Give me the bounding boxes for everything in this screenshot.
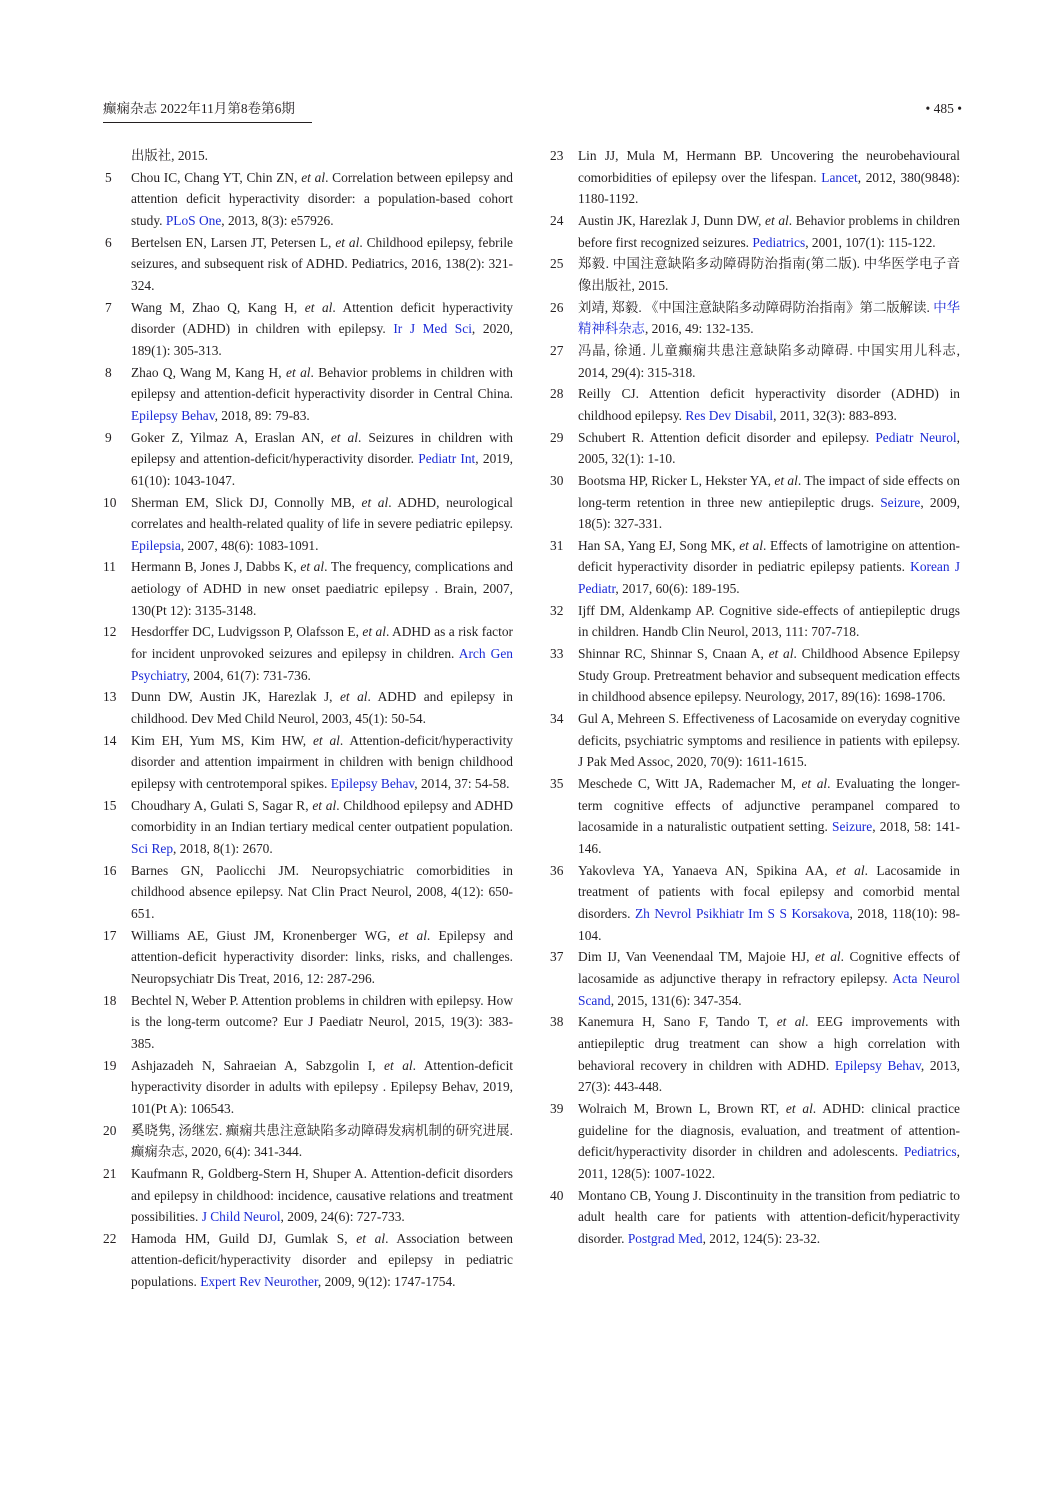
reference-text: , 2014, 37: 54-58. [414,776,510,792]
reference-text: Dim IJ, Van Veenendaal TM, Majoie HJ, [578,949,815,965]
reference-text: . The impact of side effects on long-term retention in three new antiepileptic drugs. [578,472,960,510]
et-al-text: et al [836,862,865,878]
reference-number: 19 [103,1057,117,1073]
reference-item [103,427,513,492]
reference-item [550,383,960,426]
reference-text: , 2011, 32(3): 883-893. [773,407,897,423]
reference-text: . Evaluating the longer-term cognitive effects of adjunctive perampanel compared to lacosamide in a naturalistic outpatient setting. [578,776,960,835]
journal-link[interactable]: Pediatr Neurol [875,429,957,445]
reference-text: , 2013, 27(3): 443-448. [578,1057,960,1095]
reference-item [550,535,960,600]
reference-number: 5 [105,169,112,185]
reference-number: 12 [103,624,117,640]
reference-text: , 2004, 61(7): 731-736. [186,667,311,683]
reference-text: Goker Z, Yilmaz A, Eraslan AN, [131,429,331,445]
reference-text: Schubert R. Attention deficit disorder and epilepsy. [578,429,876,445]
reference-item [550,1185,960,1250]
reference-text: . Seizures in children with epilepsy and attention-deficit/hyperactivity disorder. [131,429,513,467]
reference-text: Gul A, Mehreen S. Effectiveness of Lacosamide on everyday cognitive deficits, psychiatric symptoms and resilience in patients with epilepsy. J Pak Med Assoc, 2020, 70(9): 1611-1615. [578,711,960,770]
reference-text: , 2016, 49: 132-135. [644,321,754,337]
et-al-text: et al [774,472,798,488]
reference-text: , 2009, 9(12): 1747-1754. [317,1274,456,1290]
journal-link[interactable]: Pediatrics [903,1144,957,1160]
reference-item [550,427,960,470]
reference-text: , 2007, 48(6): 1083-1091. [180,537,319,553]
journal-link[interactable]: Korean J Pediatr [578,559,960,597]
reference-text: Hamoda HM, Guild DJ, Gumlak S, [131,1230,357,1246]
reference-number: 32 [550,602,564,618]
reference-text: Kanemura H, Sano F, Tando T, [578,1014,777,1030]
et-al-text: et al [301,169,326,185]
reference-item [103,1228,513,1293]
reference-text: Kaufmann R, Goldberg-Stern H, Shuper A. Attention-deficit disorders and epilepsy in childhood: incidence, causative relations and treatment possibilities. [131,1165,513,1225]
reference-number: 18 [103,992,117,1008]
et-al-text: et al [765,212,789,228]
reference-text: Meschede C, Witt JA, Rademacher M, [578,776,802,792]
reference-number: 9 [105,429,112,445]
journal-link[interactable]: Seizure [880,494,921,510]
reference-text: . Epilepsy and attention-deficit hyperactivity disorder: links, risks, and challenges. Neuropsychiatr Dis Treat, 2016, 12: 287-296. [131,927,513,986]
reference-item [103,990,513,1055]
reference-text: . Childhood Absence Epilepsy Study Group. Pretreatment behavior and subsequent medication effects in childhood absence epilepsy. Neurology, 2017, 89(16): 1698-1706. [578,646,960,705]
reference-number: 25 [550,256,564,272]
reference-number: 27 [550,342,564,358]
reference-text: 刘靖, 郑毅. 《中国注意缺陷多动障碍防治指南》第二版解读. [578,299,934,315]
et-al-text: et al [768,646,794,662]
et-al-text: et al [739,537,763,553]
et-al-text: et al [330,429,358,445]
reference-item [103,795,513,860]
reference-text: , 2018, 8(1): 2670. [173,841,273,856]
reference-text: Zhao Q, Wang M, Kang H, [131,364,286,380]
reference-item [103,362,513,427]
reference-item [103,1120,513,1163]
reference-text: Barnes GN, Paolicchi JM. Neuropsychiatric comorbidities in childhood absence epilepsy. Nat Clin Pract Neurol, 2008, 4(12): 650-651. [131,862,513,921]
reference-number: 17 [103,927,117,943]
reference-text: , 2018, 118(10): 98-104. [578,905,960,943]
reference-item [103,145,513,167]
journal-link[interactable]: Expert Rev Neurother [200,1274,318,1290]
reference-item [103,492,513,557]
reference-text: . Cognitive effects of lacosamide as adjunctive therapy in refractory epilepsy. [578,949,960,986]
reference-text: Sherman EM, Slick DJ, Connolly MB, [131,494,362,510]
reference-number: 38 [550,1014,564,1030]
journal-link[interactable]: PLoS One [165,212,222,228]
reference-number: 16 [103,862,117,878]
reference-item [103,686,513,729]
reference-number: 8 [105,364,112,380]
et-al-text: et al [300,559,325,575]
reference-text: 出版社, 2015. [131,148,208,163]
et-al-text: et al [312,797,337,813]
journal-link[interactable]: J Child Neurol [201,1209,281,1225]
reference-number: 28 [550,386,564,402]
reference-text: , 2012, 380(9848): 1180-1192. [578,169,961,207]
reference-number: 29 [550,429,564,445]
reference-item [103,1055,513,1120]
reference-text: , 2015, 131(6): 347-354. [610,992,742,1008]
et-al-text: et al [286,364,311,380]
reference-text: Yakovleva YA, Yanaeva AN, Spikina AA, [578,862,837,878]
et-al-text: et al [335,234,360,250]
et-al-text: et al [362,624,386,640]
reference-number: 40 [550,1187,564,1203]
page-number: • 485 • [925,101,962,116]
reference-item [550,297,960,340]
journal-link[interactable]: Epilepsy Behav [330,776,415,792]
journal-link[interactable]: Res Dev Disabil [685,407,774,423]
reference-text: . Effects of lamotrigine on attention-deficit hyperactivity disorder in pediatric epilepsy patients. [578,537,960,575]
reference-text: . EEG improvements with antiepileptic drug treatment can show a high correlation with behavioral recovery in children with ADHD. [578,1014,960,1073]
reference-column-right [550,145,960,1249]
reference-text: , 2009, 24(6): 727-733. [280,1209,405,1225]
reference-item [103,297,513,362]
reference-text: Shinnar RC, Shinnar S, Cnaan A, [578,646,769,662]
reference-item [103,167,513,232]
et-al-text: et al [776,1014,806,1030]
reference-text: Dunn DW, Austin JK, Harezlak J, [131,689,340,705]
reference-number: 15 [103,797,117,813]
et-al-text: et al [398,927,427,943]
reference-item [550,773,960,860]
reference-item [550,1011,960,1098]
reference-number: 30 [550,472,564,488]
reference-text: Choudhary A, Gulati S, Sagar R, [131,797,313,813]
reference-text: Bechtel N, Weber P. Attention problems in children with epilepsy. How is the long-term outcome? Eur J Paediatr Neurol, 2015, 19(3): 383-385. [131,992,513,1051]
et-al-text: et al [304,299,333,315]
reference-text: Wolraich M, Brown L, Brown RT, [578,1100,786,1116]
reference-number: 6 [105,234,112,250]
reference-number: 14 [103,732,117,748]
reference-text: , 2001, 107(1): 115-122. [805,234,936,250]
et-al-text: et al [312,732,340,748]
reference-item [550,946,960,1011]
reference-text: Wang M, Zhao Q, Kang H, [131,299,305,315]
reference-text: , 2012, 124(5): 23-32. [702,1230,821,1246]
reference-number: 37 [550,949,564,965]
reference-text: , 2019, 61(10): 1043-1047. [131,451,514,488]
reference-text: . ADHD and epilepsy in childhood. Dev Med Child Neurol, 2003, 45(1): 50-54. [131,689,513,727]
reference-text: Kim EH, Yum MS, Kim HW, [131,732,313,748]
journal-link[interactable]: Pediatrics [752,234,806,250]
reference-number: 35 [550,776,564,792]
journal-link[interactable]: Acta Neurol Scand [578,970,960,1008]
reference-text: Hesdorffer DC, Ludvigsson P, Olafsson E, [131,624,363,640]
journal-link[interactable]: Seizure [832,819,873,835]
reference-number: 22 [103,1230,117,1246]
reference-text: . Attention-deficit hyperactivity disorder in adults with epilepsy . Epilepsy Behav, 2019, 101(Pt A): 106543. [131,1057,514,1116]
reference-text: Chou IC, Chang YT, Chin ZN, [131,169,302,185]
reference-number: 36 [550,862,564,878]
reference-text: . Childhood epilepsy and ADHD comorbidity in an Indian tertiary medical center outpatient population. [131,797,513,835]
et-al-text: et al [815,949,841,965]
reference-item [550,210,960,253]
reference-item [103,621,513,686]
reference-text: Lin JJ, Mula M, Hermann BP. Uncovering the neurobehavioural comorbidities of epilepsy over the lifespan. [578,148,960,185]
reference-text: , 2011, 128(5): 1007-1022. [578,1144,960,1181]
reference-item [550,643,960,708]
reference-text: Bootsma HP, Ricker L, Hekster YA, [578,472,775,488]
reference-column-left [103,145,513,1293]
reference-text: . Correlation between epilepsy and attention deficit hyperactivity disorder: a population-based cohort study. [131,169,513,228]
reference-number: 20 [103,1122,117,1138]
reference-item [550,145,960,210]
reference-text: . ADHD: clinical practice guideline for the diagnosis, evaluation, and treatment of attention-deficit/hyperactivity disorder in children and adolescents. [578,1100,960,1160]
reference-number: 13 [103,689,117,705]
reference-text: Williams AE, Giust JM, Kronenberger WG, [131,927,399,943]
journal-link[interactable]: Lancet [821,169,858,185]
reference-item [550,470,960,535]
reference-number: 24 [550,212,564,228]
reference-item [550,1098,960,1185]
journal-link[interactable]: Epilepsy Behav [834,1057,921,1073]
reference-number: 33 [550,646,564,662]
et-al-text: et al [384,1057,413,1073]
reference-item [103,232,513,297]
reference-number: 31 [550,537,564,553]
reference-text: , 2013, 8(3): e57926. [221,212,334,228]
reference-number: 26 [550,299,564,315]
reference-text: . ADHD as a risk factor for incident unprovoked seizures and epilepsy in children. [131,624,513,662]
journal-link[interactable]: 中华精神科杂志 [578,299,960,337]
reference-item [550,253,960,296]
reference-item [103,860,513,925]
reference-number: 7 [105,299,112,315]
journal-link[interactable]: Postgrad Med [627,1230,703,1246]
reference-text: . ADHD, neurological correlates and health-related quality of life in severe pediatric epilepsy. [131,494,513,532]
reference-item [103,925,513,990]
reference-text: 冯晶, 徐通. 儿童癫痫共患注意缺陷多动障碍. 中国实用儿科志, 2014, 29(4): 315-318. [578,342,960,380]
reference-text: , 2018, 89: 79-83. [214,407,310,423]
reference-item [103,556,513,621]
reference-text: , 2005, 32(1): 1-10. [578,429,960,467]
reference-text: Hermann B, Jones J, Dabbs K, [131,559,301,575]
reference-text: . Behavior problems in children with epilepsy and attention-deficit hyperactivity disorder in Central China. [131,364,513,402]
et-al-text: et al [339,689,368,705]
et-al-text: et al [361,494,389,510]
journal-link[interactable]: Sci Rep [131,841,174,856]
journal-link[interactable]: Pediatr Int [418,451,476,467]
reference-text: 奚晓隽, 汤继宏. 癫痫共患注意缺陷多动障碍发病机制的研究进展. 癫痫杂志, 2020, 6(4): 341-344. [131,1122,513,1160]
reference-number: 21 [103,1165,117,1181]
reference-text: . Childhood epilepsy, febrile seizures, and subsequent risk of ADHD. Pediatrics, 2016, 138(2): 321-324. [131,234,513,293]
reference-item [550,708,960,773]
journal-link[interactable]: Ir J Med Sci [393,321,472,337]
reference-item [550,860,960,947]
et-al-text: et al [785,1100,813,1116]
journal-link[interactable]: Epilepsy Behav [131,407,215,423]
reference-text: , 2018, 58: 141-146. [578,819,960,856]
reference-item [550,340,960,383]
reference-number: 23 [550,148,564,163]
reference-text: . Attention deficit hyperactivity disorder (ADHD) in children with epilepsy. [131,299,513,337]
reference-text: . Attention-deficit/hyperactivity disorder and attention impairment in children with benign childhood epilepsy with centrotemporal spikes. [131,732,513,792]
reference-text: , 2009, 18(5): 327-331. [578,494,960,532]
reference-text: Han SA, Yang EJ, Song MK, [578,537,740,553]
reference-text: Reilly CJ. Attention deficit hyperactivity disorder (ADHD) in childhood epilepsy. [578,386,960,423]
reference-text: , 2017, 60(6): 189-195. [615,581,740,597]
reference-number: 39 [550,1100,564,1116]
reference-text: Austin JK, Harezlak J, Dunn DW, [578,212,766,228]
reference-text: . Association between attention-deficit/hyperactivity disorder and epilepsy in pediatric populations. [131,1230,513,1290]
reference-item [103,730,513,795]
journal-link[interactable]: Arch Gen Psychiatry [131,646,513,683]
reference-text: . Behavior problems in children before first recognized seizures. [578,212,960,250]
reference-number: 10 [103,494,117,510]
journal-header: 癫痫杂志 2022年11月第8卷第6期 [103,100,312,123]
reference-item [103,1163,513,1228]
reference-text: Montano CB, Young J. Discontinuity in the transition from pediatric to adult health care for patients with attention-deficit/hyperactivity disorder. [578,1187,960,1246]
et-al-text: et al [356,1230,386,1246]
reference-text: 郑毅. 中国注意缺陷多动障碍防治指南(第二版). 中华医学电子音像出版社, 2015. [578,256,960,293]
journal-link[interactable]: Zh Nevrol Psikhiatr Im S S Korsakova [634,905,850,921]
reference-text: . The frequency, complications and aetiology of ADHD in new onset paediatric epilepsy . Brain, 2007, 130(Pt 12): 3135-3148. [131,559,513,618]
reference-text: Ijff DM, Aldenkamp AP. Cognitive side-effects of antiepileptic drugs in children. Handb Clin Neurol, 2013, 111: 707-718. [578,602,960,640]
reference-text: , 2020, 189(1): 305-313. [131,321,514,358]
reference-text: Ashjazadeh N, Sahraeian A, Sabzgolin I, [131,1057,385,1073]
reference-number: 11 [103,559,116,575]
reference-number: 34 [550,711,564,727]
reference-text: Bertelsen EN, Larsen JT, Petersen L, [131,234,336,250]
reference-text: . Lacosamide in treatment of patients with focal epilepsy and comorbid mental disorders. [578,862,960,921]
reference-item [550,600,960,643]
journal-link[interactable]: Epilepsia [131,537,181,553]
et-al-text: et al [801,776,828,792]
